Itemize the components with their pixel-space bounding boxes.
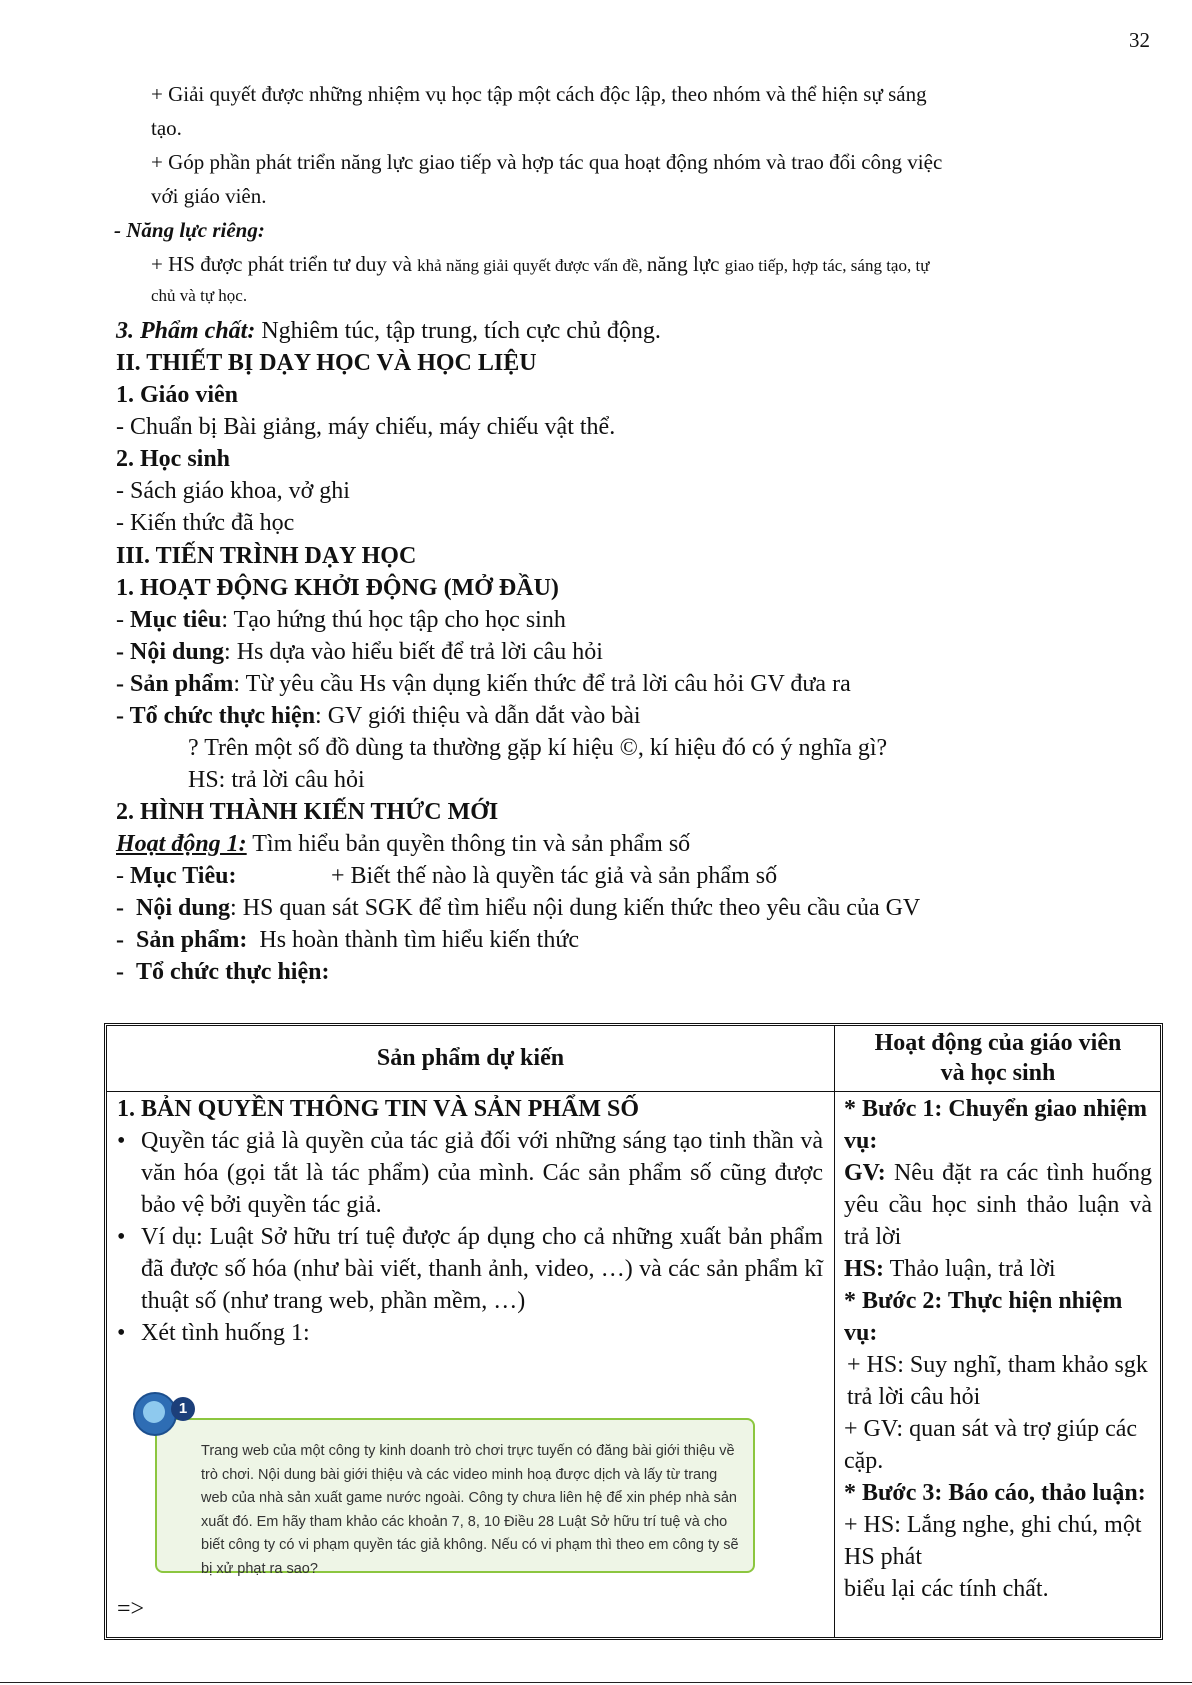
hoat-dong-1-label: Hoạt động 1:: [116, 831, 247, 857]
san-pham-label: Sản phẩm: [130, 671, 234, 697]
muc-tieu-2-line: - Mục Tiêu:: [116, 863, 237, 889]
answer: HS: trả lời câu hỏi: [188, 767, 365, 793]
noi-dung-2-line: - Nội dung: HS quan sát SGK để tìm hiểu nội dung kiến thức theo yêu cầu của GV: [116, 895, 921, 921]
hoat-dong-2-title: 2. HÌNH THÀNH KIẾN THỨC MỚI: [116, 799, 499, 825]
intro-line-3: [151, 252, 929, 277]
muc-tieu-line: - Mục tiêu: Tạo hứng thú học tập cho học sinh: [116, 607, 566, 633]
noi-dung-line: - Nội dung: Hs dựa vào hiểu biết để trả lời câu hỏi: [116, 639, 603, 665]
section-2-title: II. THIẾT BỊ DẠY HỌC VÀ HỌC LIỆU: [116, 350, 537, 376]
bullet-quyen-tac-gia: • Quyền tác giả là quyền của tác giả đối với những sáng tạo tinh thần và văn hóa (gọi tắt là tác phẩm) của mình. Các sản phẩm số cũng được bảo vệ bởi quyền tác giả.: [117, 1125, 823, 1221]
hs-title: 2. Học sinh: [116, 446, 231, 472]
buoc-1-title: * Bước 1: Chuyển giao nhiệm vụ:: [844, 1096, 1148, 1154]
san-pham-line: - Sản phẩm: Từ yêu cầu Hs vận dụng kiến thức để trả lời câu hỏi GV đưa ra: [116, 671, 851, 697]
intro-line-3d: giao tiếp, hợp tác, sáng tạo, tự: [724, 256, 930, 275]
buoc-3-title: * Bước 3: Báo cáo, thảo luận:: [844, 1480, 1146, 1506]
table-cell-hoat-dong: [844, 1093, 1152, 1633]
thinking-head-icon: [133, 1392, 177, 1436]
bullet-tinh-huong: • Xét tình huống 1:: [117, 1317, 823, 1349]
san-pham-2-text: Hs hoàn thành tìm hiểu kiến thức: [247, 927, 579, 953]
to-chuc-text: : GV giới thiệu và dẫn dắt vào bài: [315, 703, 641, 729]
gv-label: GV:: [844, 1160, 886, 1186]
bullet-vi-du: • Ví dụ: Luật Sở hữu trí tuệ được áp dụng cho cả những xuất bản phẩm đã được số hóa (như bài viết, thanh ảnh, video, …) và các sản phẩm kĩ thuật số (như trang web, phần mềm, …): [117, 1221, 823, 1317]
gv-title: 1. Giáo viên: [116, 382, 239, 408]
gv-item: - Chuẩn bị Bài giảng, máy chiếu, máy chiếu vật thể.: [116, 414, 616, 440]
hs-item-1: - Sách giáo khoa, vở ghi: [116, 478, 350, 504]
situation-box: [155, 1418, 755, 1577]
buoc-3-hs-2: biểu lại các tính chất.: [844, 1576, 1049, 1602]
page-number: 32: [1129, 28, 1150, 52]
to-chuc-label: Tổ chức thực hiện: [129, 703, 316, 729]
pham-chat-label: 3. Phẩm chất:: [116, 318, 256, 344]
noi-dung-2-text: : HS quan sát SGK để tìm hiểu nội dung kiến thức theo yêu cầu của GV: [230, 895, 921, 921]
table-column-divider: [834, 1026, 835, 1637]
nang-luc-rieng-heading: - Năng lực riêng:: [114, 218, 265, 242]
page-bottom-rule: [0, 1682, 1192, 1683]
buoc-2-hs: + HS: Suy nghĩ, tham khảo sgk trả lời câu hỏi: [847, 1352, 1148, 1410]
noi-dung-2-label: Nội dung: [136, 895, 231, 921]
to-chuc-2-label: Tổ chức thực hiện:: [136, 959, 330, 985]
to-chuc-line: - Tổ chức thực hiện: GV giới thiệu và dẫn dắt vào bài: [116, 703, 641, 729]
hs-text: Thảo luận, trả lời: [884, 1256, 1056, 1282]
pham-chat-text: Nghiêm túc, tập trung, tích cực chủ động.: [255, 318, 661, 344]
hs-label: HS:: [844, 1256, 885, 1282]
san-pham-2-label: Sản phẩm:: [136, 927, 248, 953]
table-header-hoat-dong-2: và học sinh: [940, 1060, 1056, 1086]
intro-line-3a: + HS được phát triển tư duy và: [151, 252, 418, 276]
table-cell-san-pham: [117, 1093, 823, 1633]
table-header-san-pham: Sản phẩm dự kiến: [376, 1045, 565, 1071]
intro-line-2: + Góp phần phát triển năng lực giao tiếp và hợp tác qua hoạt động nhóm và trao đổi công việc: [151, 150, 943, 174]
muc-tieu-2-label: Mục Tiêu:: [130, 863, 237, 889]
question: ? Trên một số đồ dùng ta thường gặp kí hiệu ©, kí hiệu đó có ý nghĩa gì?: [188, 735, 888, 761]
intro-line-3e: chủ và tự học.: [151, 286, 248, 305]
situation-number-badge: 1: [171, 1397, 195, 1421]
table-header-hoat-dong-1: Hoạt động của giáo viên: [874, 1030, 1122, 1056]
table-header-hoat-dong: [836, 1028, 1160, 1088]
san-pham-2-line: - Sản phẩm: Hs hoàn thành tìm hiểu kiến thức: [116, 927, 579, 953]
muc-tieu-label: Mục tiêu: [130, 607, 222, 633]
noi-dung-label: Nội dung: [130, 639, 225, 665]
intro-line-3c: năng lực: [646, 252, 725, 276]
hoat-dong-1-text: Tìm hiểu bản quyền thông tin và sản phẩm số: [246, 831, 691, 857]
hoat-dong-1-line: [116, 828, 690, 860]
buoc-3-hs: + HS: Lắng nghe, ghi chú, một HS phát: [844, 1512, 1142, 1570]
intro-line-1: + Giải quyết được những nhiệm vụ học tập một cách độc lập, theo nhóm và thể hiện sự sáng: [151, 82, 927, 106]
gv-text: Nêu đặt ra các tình huống yêu cầu học sinh thảo luận và trả lời: [844, 1160, 1152, 1250]
muc-tieu-2-text: + Biết thế nào là quyền tác giả và sản phẩm số: [331, 863, 778, 889]
buoc-2-gv: + GV: quan sát và trợ giúp các cặp.: [844, 1416, 1138, 1474]
table-header-divider: [107, 1091, 1160, 1092]
muc-tieu-text: : Tạo hứng thú học tập cho học sinh: [221, 607, 566, 633]
section-3-title: III. TIẾN TRÌNH DẠY HỌC: [116, 543, 417, 569]
arrow-marker: =>: [117, 1596, 145, 1622]
san-pham-text: : Từ yêu cầu Hs vận dụng kiến thức để trả lời câu hỏi GV đưa ra: [233, 671, 851, 697]
hoat-dong-1-title: 1. HOẠT ĐỘNG KHỞI ĐỘNG (MỞ ĐẦU): [116, 575, 559, 601]
buoc-2-title: * Bước 2: Thực hiện nhiệm vụ:: [844, 1288, 1123, 1346]
intro-line-3b: khả năng giải quyết được vấn đề,: [417, 256, 647, 275]
pham-chat-line: [116, 315, 661, 347]
noi-dung-text: : Hs dựa vào hiểu biết để trả lời câu hỏi: [224, 639, 603, 665]
intro-line-1b: tạo.: [151, 116, 182, 140]
hs-item-2: - Kiến thức đã học: [116, 510, 295, 536]
intro-line-2b: với giáo viên.: [151, 184, 267, 208]
ban-quyen-title: 1. BẢN QUYỀN THÔNG TIN VÀ SẢN PHẨM SỐ: [117, 1096, 640, 1122]
to-chuc-2-line: - Tổ chức thực hiện:: [116, 959, 330, 985]
situation-text: Trang web của một công ty kinh doanh trò chơi trực tuyến có đăng bài giới thiệu về trò chơi. Nội dung bài giới thiệu và các video minh hoạ được dịch và lấy từ trang web của nhà sản xuất game nước ngoài. Công ty chưa liên hệ để xin phép nhà sản xuất đó. Em hãy tham khảo các khoản 7, 8, 10 Điều 28 Luật Sở hữu trí tuệ và cho biết công ty có vi phạm quyền tác giả không. Nếu có vi phạm thì theo em công ty sẽ bị xử phạt ra sao?: [201, 1443, 739, 1577]
activity-table: [104, 1023, 1163, 1640]
